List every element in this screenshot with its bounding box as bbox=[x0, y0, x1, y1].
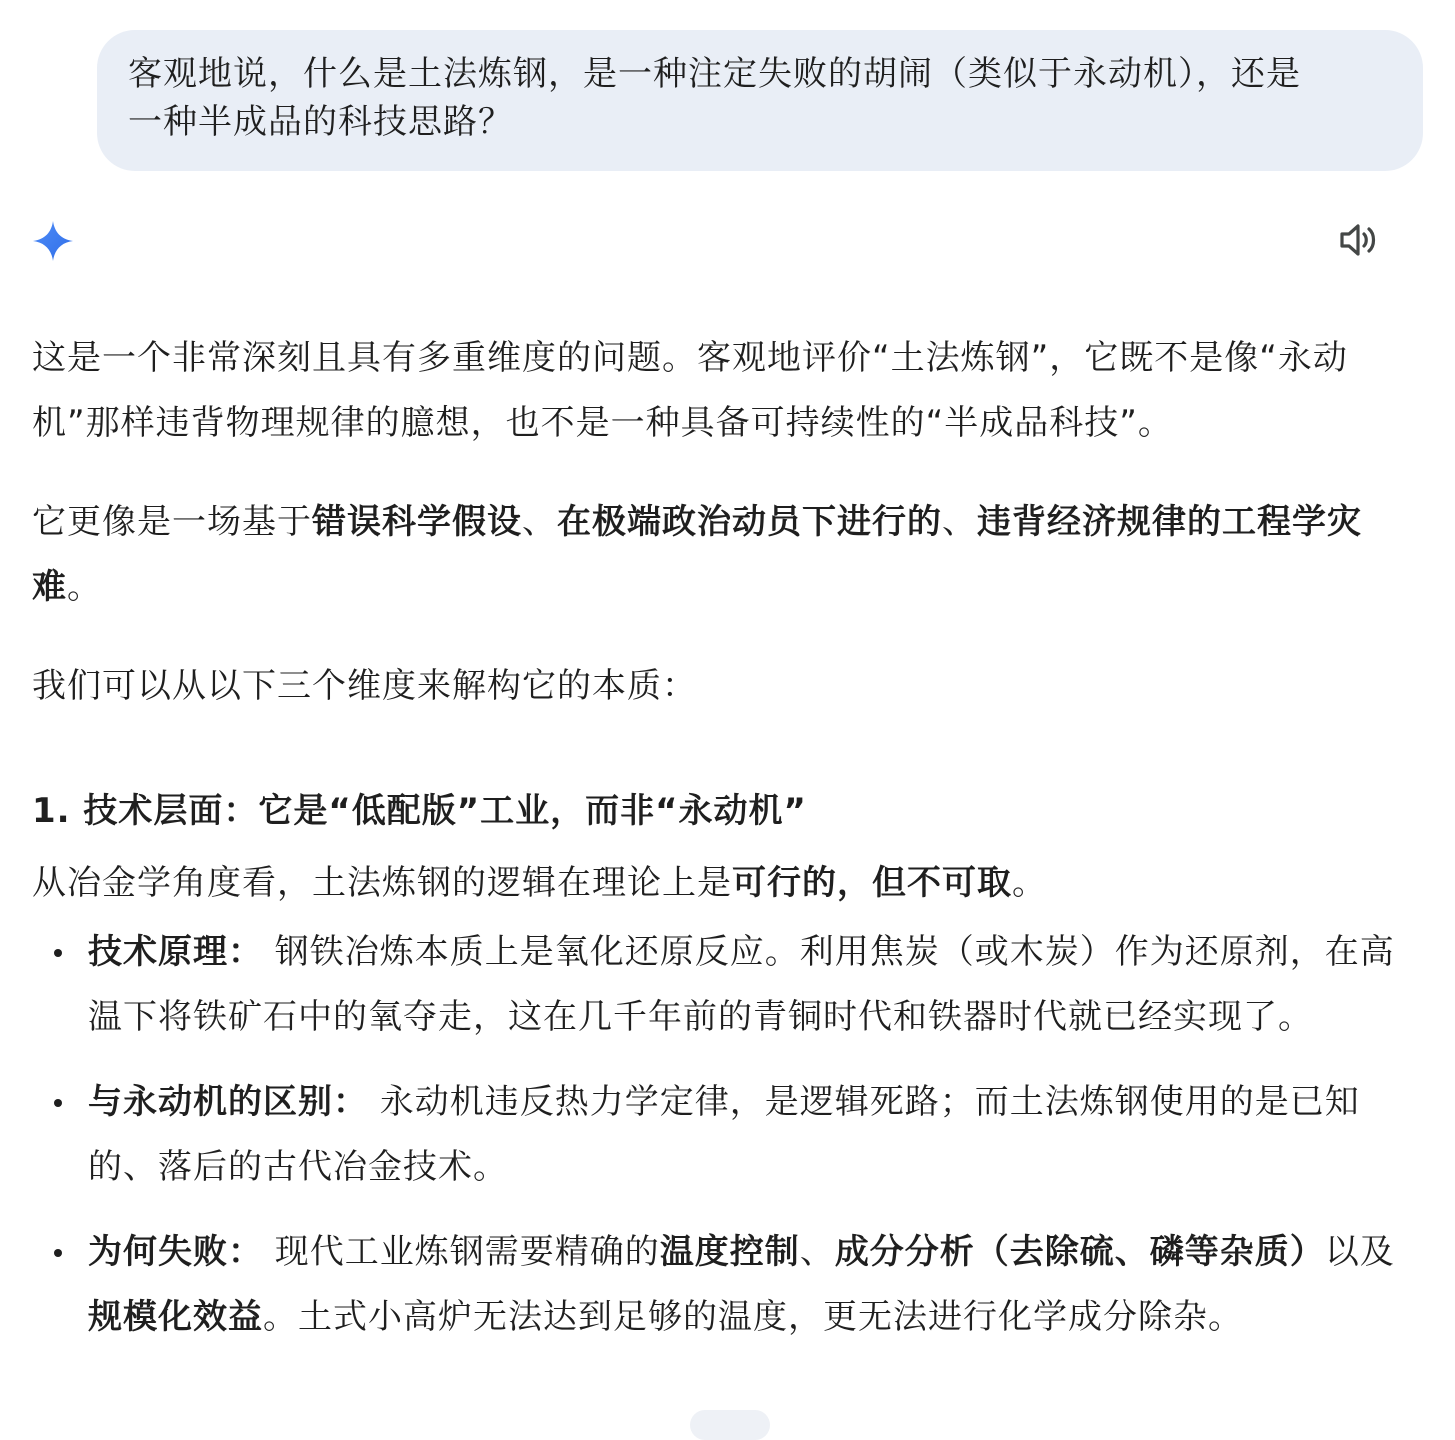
assistant-response bbox=[32, 326, 1427, 1350]
user-prompt-line-1: 客观地说，什么是土法炼钢，是一种注定失败的胡闹（类似于永动机），还是 bbox=[128, 54, 1301, 94]
sparkle-icon bbox=[32, 220, 74, 262]
user-prompt-bubble bbox=[97, 30, 1423, 171]
response-paragraph-3: 我们可以从以下三个维度来解构它的本质： bbox=[32, 666, 697, 706]
item-label: 技术原理： bbox=[88, 932, 263, 972]
p2-bold-2: 在极端政治动员下进行的 bbox=[557, 502, 942, 542]
item-bold-a: 温度控制 bbox=[659, 1232, 800, 1272]
item-text: 永动机违反热力学定律，是逻辑死路；而土法炼钢使用的是已知的、落后的古代冶金技术。 bbox=[88, 1082, 1360, 1187]
section-1-points bbox=[32, 920, 1427, 1350]
item-text-c: 以及 bbox=[1324, 1232, 1395, 1272]
response-paragraph-2 bbox=[32, 490, 1427, 620]
scroll-to-bottom-button[interactable] bbox=[690, 1410, 770, 1440]
intro-tail: 。 bbox=[1012, 863, 1047, 903]
item-bold-b: 成分分析（去除硫、磷等杂质） bbox=[834, 1232, 1325, 1272]
p2-bold-3: 违背经济规律的工程学灾难 bbox=[32, 502, 1362, 607]
intro-bold: 可行的，但不可取 bbox=[732, 863, 1012, 903]
speaker-icon[interactable] bbox=[1338, 220, 1380, 260]
list-item bbox=[32, 1070, 1427, 1200]
item-text: 钢铁冶炼本质上是氧化还原反应。利用焦炭（或木炭）作为还原剂，在高温下将铁矿石中的氧夺走，这在几千年前的青铜时代和铁器时代就已经实现了。 bbox=[88, 932, 1395, 1037]
item-label: 与永动机的区别： bbox=[88, 1082, 368, 1122]
p2-tail: 。 bbox=[67, 567, 102, 607]
p2-bold-1: 错误科学假设 bbox=[312, 502, 522, 542]
p2-lead: 它更像是一场基于 bbox=[32, 502, 312, 542]
bullet-icon bbox=[54, 1249, 62, 1257]
item-text-a: 现代工业炼钢需要精确的 bbox=[263, 1232, 660, 1272]
p2-sep-2: 、 bbox=[942, 502, 977, 542]
list-item bbox=[32, 1220, 1427, 1350]
section-1-heading: 1. 技术层面：它是“低配版”工业，而非“永动机” bbox=[32, 791, 807, 831]
item-label: 为何失败： bbox=[88, 1232, 263, 1272]
bullet-icon bbox=[54, 1099, 62, 1107]
bullet-icon bbox=[54, 949, 62, 957]
item-text-b: 、 bbox=[799, 1232, 835, 1272]
list-item bbox=[32, 920, 1427, 1050]
intro-lead: 从冶金学角度看，土法炼钢的逻辑在理论上是 bbox=[32, 863, 732, 903]
section-1-intro bbox=[32, 851, 1427, 916]
user-prompt-line-2: 一种半成品的科技思路？ bbox=[128, 102, 513, 142]
response-paragraph-1: 这是一个非常深刻且具有多重维度的问题。客观地评价“土法炼钢”，它既不是像“永动机”那样违背物理规律的臆想，也不是一种具备可持续性的“半成品科技”。 bbox=[32, 338, 1348, 443]
p2-sep-1: 、 bbox=[522, 502, 557, 542]
item-bold-c: 规模化效益 bbox=[88, 1297, 263, 1337]
item-text-d: 。土式小高炉无法达到足够的温度，更无法进行化学成分除杂。 bbox=[263, 1297, 1243, 1337]
